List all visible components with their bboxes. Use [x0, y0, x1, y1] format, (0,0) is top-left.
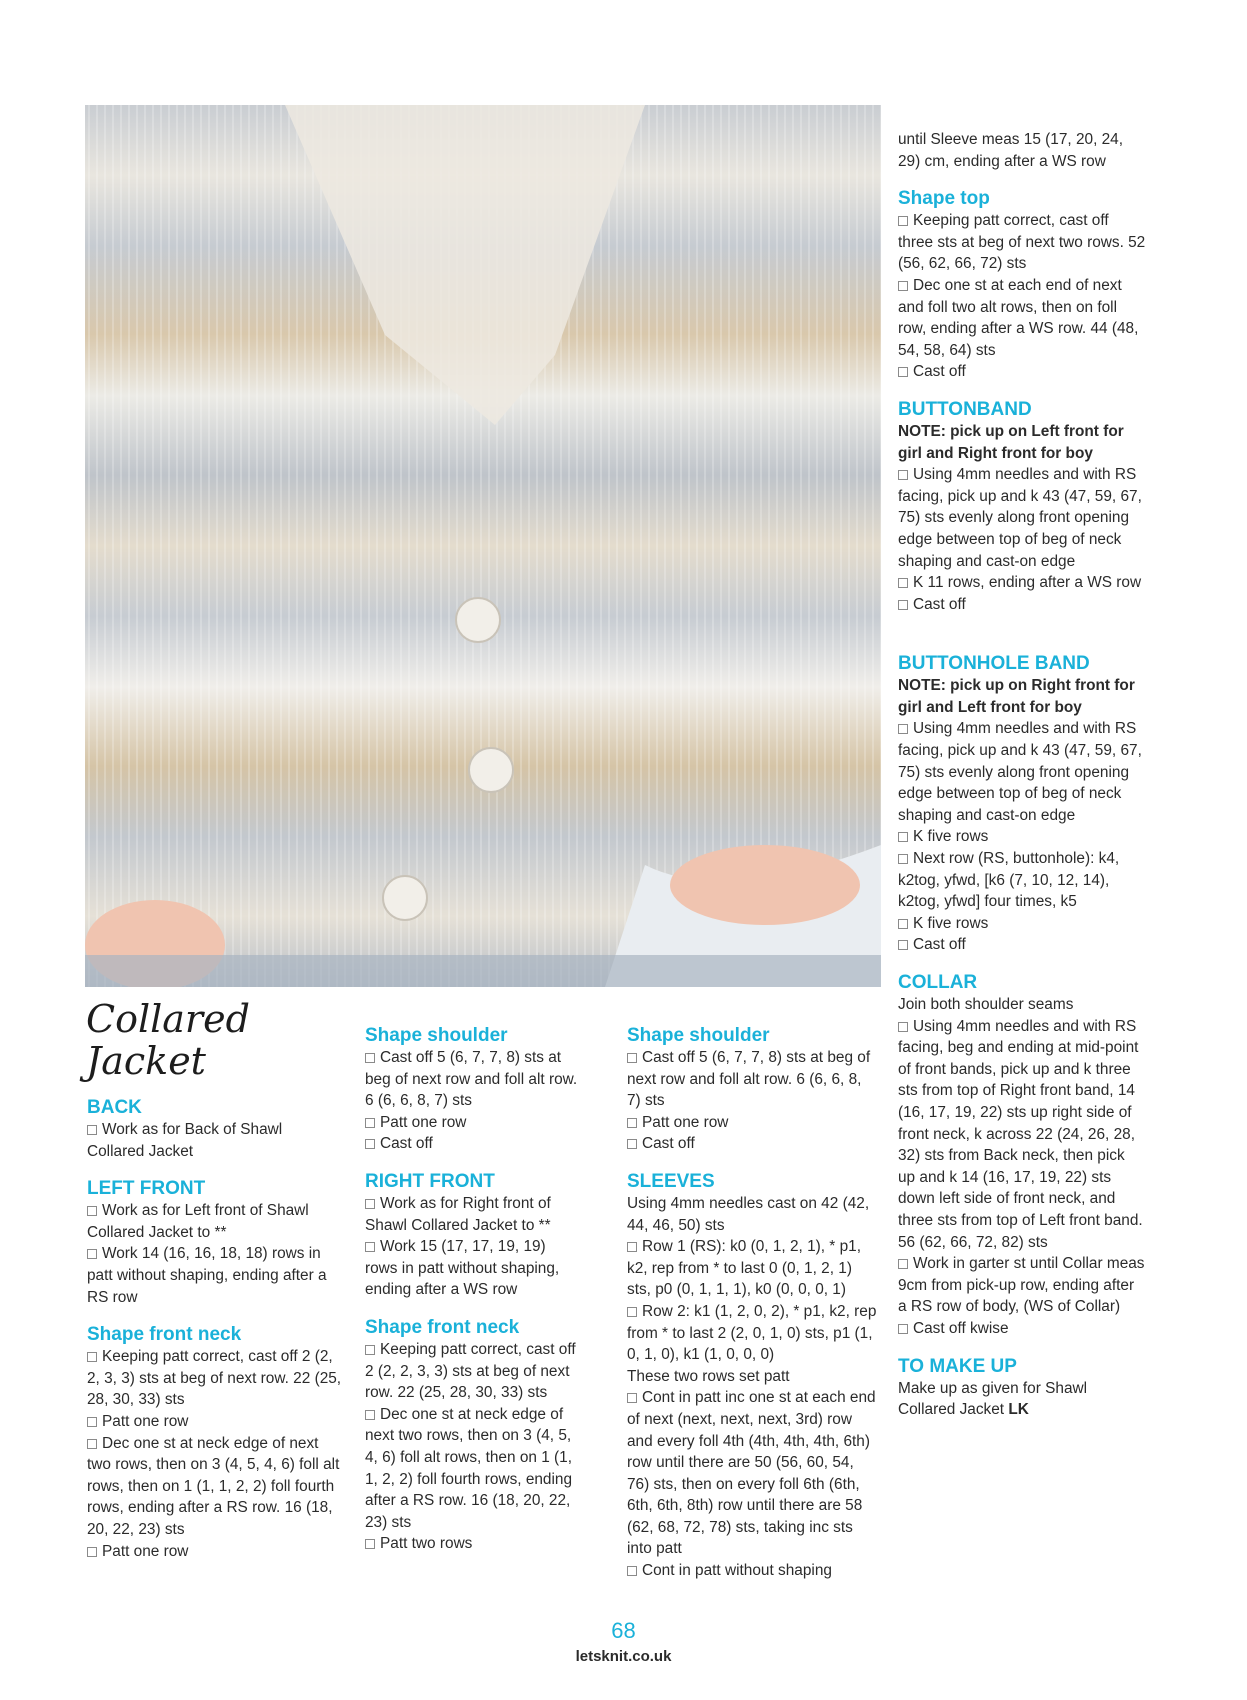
heading-right-front: RIGHT FRONT: [365, 1170, 495, 1192]
section-shape-front-neck: [365, 1317, 580, 1555]
note: NOTE: pick up on Right front for girl and Left front for boy: [898, 677, 1135, 716]
instruction: Work as for Back of Shawl Collared Jacket: [87, 1121, 283, 1160]
checkbox-icon: [898, 470, 908, 480]
instruction: Cont in patt inc one st at each end of next (next, next, next, 3rd) row and every foll 4th (4th, 4th, 4th, 6th) row until there are 50 (56, 60, 54, 76) sts, then on every foll 6th (6th, 6th, 6th, 8th) row until there are 58 (62, 68, 72, 78) sts, taking inc sts into patt: [627, 1389, 876, 1558]
checkbox-icon: [627, 1053, 637, 1063]
checkbox-icon: [365, 1410, 375, 1420]
heading-left-front: LEFT FRONT: [87, 1178, 206, 1200]
section-shape-front-neck: [87, 1324, 342, 1562]
instruction: Cast off: [365, 1133, 580, 1155]
page-number: 68: [611, 1618, 636, 1643]
checkbox-icon: [365, 1539, 375, 1549]
checkbox-icon: [627, 1566, 637, 1576]
instruction: Cont in patt without shaping: [627, 1560, 877, 1582]
checkbox-icon: [898, 1324, 908, 1334]
instruction: Using 4mm needles and with RS facing, beg and ending at mid-point of front bands, pick up and k three sts from top of Right front band, 14 (16, 17, 19, 22) sts up right side of front neck, k across 22 (24, 26, 28, 32) sts from Back neck, then pick up and k 14 (16, 17, 19, 22) sts down left side of front neck, and three sts from top of Left front band. 56 (62, 66, 72, 82) sts: [898, 1017, 1143, 1251]
heading-shape-shoulder: Shape shoulder: [365, 1025, 508, 1046]
instruction: Cast off: [627, 1133, 877, 1155]
instruction: Work as for Right front of Shawl Collared Jacket to **: [365, 1194, 551, 1234]
section-left-front: [87, 1178, 342, 1308]
checkbox-icon: [365, 1053, 375, 1063]
checkbox-icon: [898, 600, 908, 610]
checkbox-icon: [87, 1249, 97, 1259]
section-collar: [898, 972, 1146, 1340]
instruction: Row 2: k1 (1, 2, 0, 2), * p1, k2, rep from * to last 2 (2, 0, 1, 0) sts, p1 (1, 0, 1, 0), k1 (1, 0, 0, 0): [627, 1302, 877, 1364]
heading-shape-front-neck: Shape front neck: [365, 1316, 520, 1338]
checkbox-icon: [898, 281, 908, 291]
checkbox-icon: [365, 1242, 375, 1252]
instruction: Keeping patt correct, cast off 2 (2, 2, 3, 3) sts at beg of next row. 22 (25, 28, 30, 33) sts: [365, 1340, 576, 1402]
instruction: Row 1 (RS): k0 (0, 1, 2, 1), * p1, k2, rep from * to last 0 (0, 1, 2, 1) sts, p0 (0, 1, 1, 1), k0 (0, 0, 0, 1): [627, 1238, 861, 1299]
column-4: [898, 129, 1146, 1437]
checkbox-icon: [898, 578, 908, 588]
checkbox-icon: [898, 216, 908, 226]
instruction: Work as for Left front of Shawl Collared Jacket to **: [87, 1202, 309, 1241]
instruction: Patt two rows: [365, 1533, 580, 1555]
instruction: Work 14 (16, 16, 18, 18) rows in patt without shaping, ending after a RS row: [87, 1245, 327, 1306]
heading-buttonhole-band: BUTTONHOLE BAND: [898, 653, 1090, 675]
checkbox-icon: [898, 832, 908, 842]
checkbox-icon: [365, 1139, 375, 1149]
column-3: [627, 1025, 877, 1598]
instruction: Dec one st at each end of next and foll two alt rows, then on foll row, ending after a WS row. 44 (48, 54, 58, 64) sts: [898, 276, 1139, 359]
note: NOTE: pick up on Left front for girl and Right front for boy: [898, 422, 1124, 462]
checkbox-icon: [87, 1439, 97, 1449]
checkbox-icon: [365, 1345, 375, 1355]
title-line-2: Jacket: [86, 1039, 206, 1083]
instruction: Cast off: [898, 361, 1146, 383]
instruction: K five rows: [898, 913, 1146, 935]
instruction: Patt one row: [627, 1112, 877, 1134]
title-line-1: Collared: [86, 997, 250, 1041]
heading-shape-front-neck: Shape front neck: [87, 1324, 242, 1346]
instruction: Cast off 5 (6, 7, 7, 8) sts at beg of next row and foll alt row. 6 (6, 6, 8, 7) sts: [365, 1049, 578, 1110]
instruction: Using 4mm needles cast on 42 (42, 44, 46, 50) sts: [627, 1194, 870, 1234]
instruction: Cast off 5 (6, 7, 7, 8) sts at beg of next row and foll alt row. 6 (6, 6, 8, 7) sts: [627, 1049, 871, 1110]
checkbox-icon: [87, 1352, 97, 1362]
checkbox-icon: [898, 1259, 908, 1269]
instruction: Cast off: [898, 934, 1146, 956]
checkbox-icon: [87, 1125, 97, 1135]
heading-to-make-up: TO MAKE UP: [898, 1355, 1017, 1377]
checkbox-icon: [898, 919, 908, 929]
instruction: Patt one row: [87, 1541, 342, 1563]
heading-buttonband: BUTTONBAND: [898, 398, 1032, 420]
checkbox-icon: [898, 724, 908, 734]
website-url[interactable]: letsknit.co.uk: [575, 1648, 672, 1665]
instruction: Using 4mm needles and with RS facing, pick up and k 43 (47, 59, 67, 75) sts evenly along front opening edge between top of beg of neck shaping and cast-on edge: [898, 720, 1142, 824]
instruction: Work in garter st until Collar meas 9cm from pick-up row, ending after a RS row of body, (WS of Collar): [898, 1255, 1145, 1316]
instruction: Dec one st at neck edge of next two rows, then on 3 (4, 5, 4, 6) foll alt rows, then on 1 (1, 1, 2, 2) foll fourth rows, ending after a RS row. 16 (18, 20, 22, 23) sts: [87, 1434, 340, 1538]
checkbox-icon: [627, 1393, 637, 1403]
instruction: Keeping patt correct, cast off three sts at beg of next two rows. 52 (56, 62, 66, 72) sts: [898, 212, 1146, 273]
section-shape-shoulder: [627, 1025, 877, 1155]
checkbox-icon: [627, 1242, 637, 1252]
section-buttonhole-band: [898, 653, 1146, 956]
instruction: Cast off: [898, 594, 1146, 616]
heading-sleeves: SLEEVES: [627, 1170, 715, 1192]
checkbox-icon: [87, 1547, 97, 1557]
instruction: Dec one st at neck edge of next two rows, then on 3 (4, 5, 4, 6) foll alt rows, then on 1 (1, 1, 2, 2) foll fourth rows, ending after a RS row. 16 (18, 20, 22, 23) sts: [365, 1405, 573, 1531]
heading-back: BACK: [87, 1097, 142, 1118]
checkbox-icon: [87, 1206, 97, 1216]
checkbox-icon: [365, 1199, 375, 1209]
section-to-make-up: [898, 1356, 1146, 1421]
pattern-title: [86, 998, 250, 1082]
lk-signoff: LK: [1008, 1401, 1029, 1419]
column-2: [365, 1025, 580, 1571]
instruction: K five rows: [898, 826, 1146, 848]
checkbox-icon: [898, 854, 908, 864]
section-shape-top: [898, 188, 1146, 383]
checkbox-icon: [87, 1417, 97, 1427]
section-buttonband: [898, 399, 1146, 615]
heading-collar: COLLAR: [898, 972, 978, 993]
instruction: Patt one row: [365, 1112, 580, 1134]
instruction: until Sleeve meas 15 (17, 20, 24, 29) cm, ending after a WS row: [898, 131, 1124, 170]
checkbox-icon: [365, 1118, 375, 1128]
cardigan-photo: [85, 105, 881, 987]
knitted-cardigan-photo-icon: [85, 105, 881, 987]
instruction: Work 15 (17, 17, 19, 19) rows in patt without shaping, ending after a WS row: [365, 1238, 560, 1299]
section-sleeves: [627, 1171, 877, 1582]
checkbox-icon: [898, 1022, 908, 1032]
instruction: Make up as given for Shawl Collared Jacket LK: [898, 1379, 1088, 1419]
instruction: Join both shoulder seams: [898, 996, 1074, 1013]
instruction: Next row (RS, buttonhole): k4, k2tog, yfwd, [k6 (7, 10, 12, 14), k2tog, yfwd] four times, k5: [898, 850, 1120, 911]
instruction: Patt one row: [87, 1411, 342, 1433]
instruction: Cast off kwise: [898, 1318, 1146, 1340]
checkbox-icon: [898, 940, 908, 950]
instruction: These two rows set patt: [627, 1367, 790, 1385]
section-sleeve-continued: [898, 129, 1146, 172]
heading-shape-shoulder: Shape shoulder: [627, 1025, 770, 1046]
instruction: K 11 rows, ending after a WS row: [898, 572, 1146, 594]
checkbox-icon: [627, 1139, 637, 1149]
checkbox-icon: [627, 1118, 637, 1128]
section-shape-shoulder: [365, 1025, 580, 1155]
checkbox-icon: [898, 367, 908, 377]
instruction: Keeping patt correct, cast off 2 (2, 2, 3, 3) sts at beg of next row. 22 (25, 28, 30, 33) sts: [87, 1348, 342, 1409]
checkbox-icon: [627, 1307, 637, 1317]
heading-shape-top: Shape top: [898, 188, 990, 210]
section-right-front: [365, 1171, 580, 1301]
column-1: [87, 1097, 342, 1578]
section-back: [87, 1097, 342, 1162]
instruction: Using 4mm needles and with RS facing, pick up and k 43 (47, 59, 67, 75) sts evenly along front opening edge between top of beg of neck shaping and cast-on edge: [898, 466, 1142, 570]
